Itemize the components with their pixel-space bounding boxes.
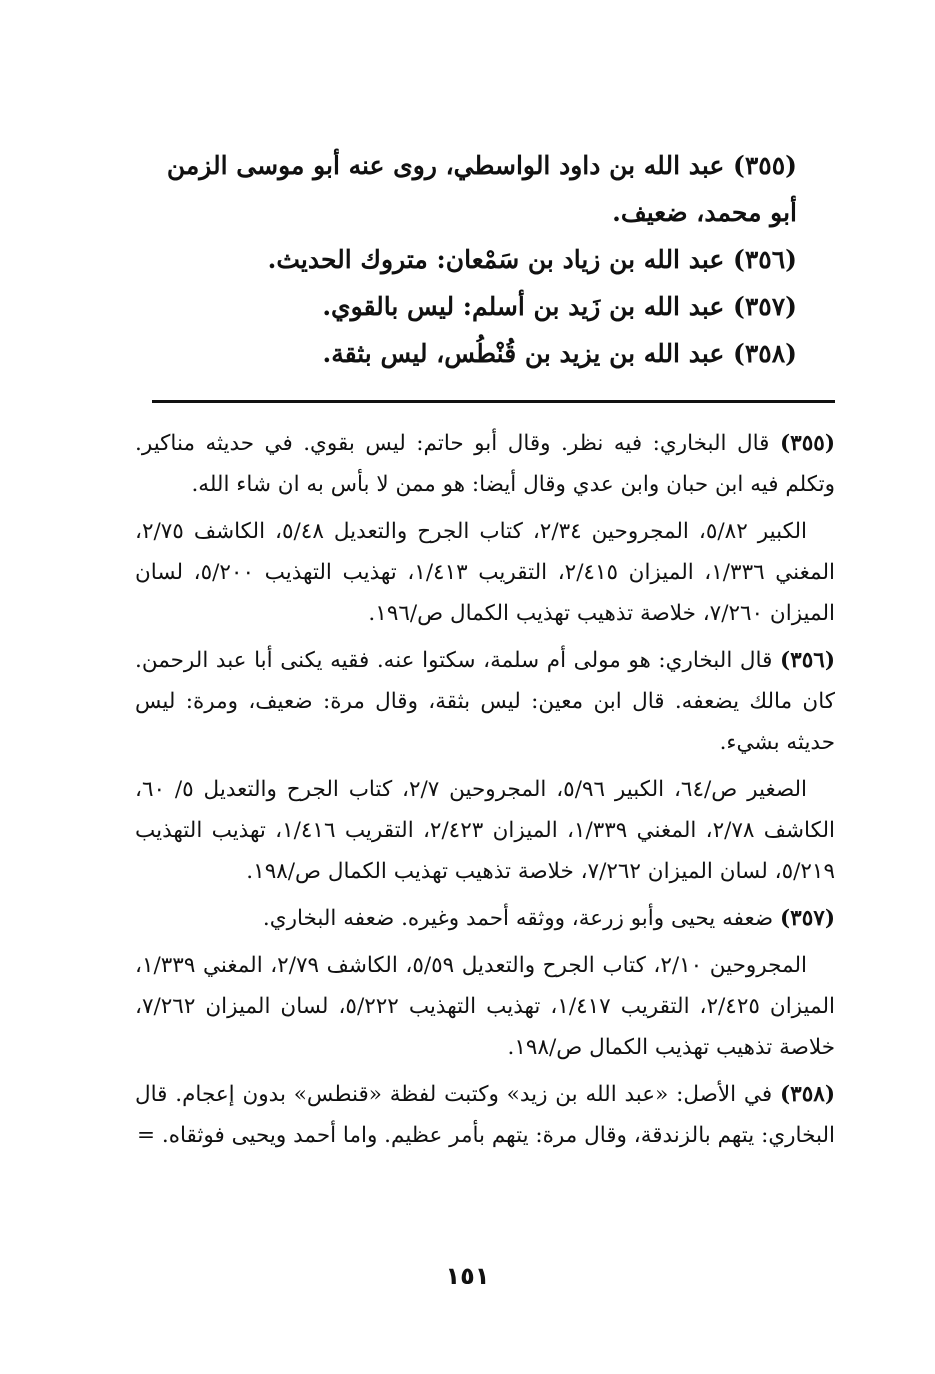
footnote-355 xyxy=(135,423,835,505)
page-edge xyxy=(922,0,923,1374)
entry-text: عبد الله بن يزيد بن قُنْطُس، ليس بثقة. xyxy=(322,339,725,368)
entry-number: (٣٥٧) xyxy=(733,292,797,321)
footnote-number: (٣٥٥) xyxy=(779,431,835,456)
footnote-number: (٣٥٧) xyxy=(779,906,835,931)
main-entries xyxy=(137,142,797,377)
entry-text: عبد الله بن زياد بن سَمْعان: متروك الحديث. xyxy=(267,245,725,274)
footnote-356-references xyxy=(135,769,835,892)
entry-number: (٣٥٨) xyxy=(733,339,797,368)
entry-text: عبد الله بن داود الواسطي، روى عنه أبو موسى الزمن أبو محمد، ضعيف. xyxy=(166,151,797,227)
entry-text: عبد الله بن زَيد بن أسلم: ليس بالقوي. xyxy=(322,292,725,321)
footnote-357 xyxy=(135,898,835,939)
entry-356 xyxy=(137,236,797,283)
footnote-number: (٣٥٦) xyxy=(779,648,835,673)
entry-358 xyxy=(137,330,797,377)
entry-357 xyxy=(137,283,797,330)
footnote-358 xyxy=(135,1074,835,1156)
footnote-text: المجروحين ٢/١٠، كتاب الجرح والتعديل ٥/٥٩، الكاشف ٢/٧٩، المغني ١/٣٣٩، الميزان ٢/٤٢٥، التقريب ١/٤١٧، تهذيب التهذيب ٥/٢٢٢، لسان الميزان ٧/٢٦٢، خلاصة تذهيب تهذيب الكمال ص/١٩٨. xyxy=(135,953,835,1060)
footnote-357-references xyxy=(135,945,835,1068)
footnote-text: قال البخاري: هو مولى أم سلمة، سكتوا عنه. فقيه يكنى أبا عبد الرحمن. كان مالك يضعفه. قال ابن معين: ليس بثقة، وقال مرة: ضعيف، ومرة: ليس حديثه بشيء. xyxy=(135,648,835,755)
footnote-356 xyxy=(135,640,835,763)
footnote-divider xyxy=(152,400,835,403)
footnote-number: (٣٥٨) xyxy=(779,1082,836,1107)
footnote-355-references xyxy=(135,511,835,634)
entry-number: (٣٥٥) xyxy=(733,151,797,180)
page-number: ١٥١ xyxy=(445,1262,490,1290)
footnote-text: ضعفه يحيى وأبو زرعة، ووثقه أحمد وغيره. ضعفه البخاري. xyxy=(262,906,774,931)
footnote-text: قال البخاري: فيه نظر. وقال أبو حاتم: ليس بقوي. في حديثه مناكير. وتكلم فيه ابن حبان وابن عدي وقال أيضا: هو ممن لا بأس به ان شاء الله. xyxy=(135,431,835,497)
entry-355 xyxy=(137,142,797,236)
footnotes xyxy=(135,423,835,1162)
entry-number: (٣٥٦) xyxy=(733,245,797,274)
footnote-text: الكبير ٥/٨٢، المجروحين ٢/٣٤، كتاب الجرح والتعديل ٥/٤٨، الكاشف ٢/٧٥، المغني ١/٣٣٦، الميزان ٢/٤١٥، التقريب ١/٤١٣، تهذيب التهذيب ٥/٢٠٠، لسان الميزان ٧/٢٦٠، خلاصة تذهيب تهذيب الكمال ص/١٩٦. xyxy=(135,519,835,626)
footnote-text: الصغير ص/٦٤، الكبير ٥/٩٦، المجروحين ٢/٧، كتاب الجرح والتعديل ٥/ ٦٠، الكاشف ٢/٧٨، المغني ١/٣٣٩، الميزان ٢/٤٢٣، التقريب ١/٤١٦، تهذيب التهذيب ٥/٢١٩، لسان الميزان ٧/٢٦٢، خلاصة تذهيب تهذيب الكمال ص/١٩٨. xyxy=(135,777,835,884)
footnote-text: في الأصل: «عبد الله بن زيد» وكتبت لفظة «قنطس» بدون إعجام. قال البخاري: يتهم بالزندقة، وقال مرة: يتهم بأمر عظيم. واما أحمد ويحيى فوثقاه. = xyxy=(135,1082,835,1148)
